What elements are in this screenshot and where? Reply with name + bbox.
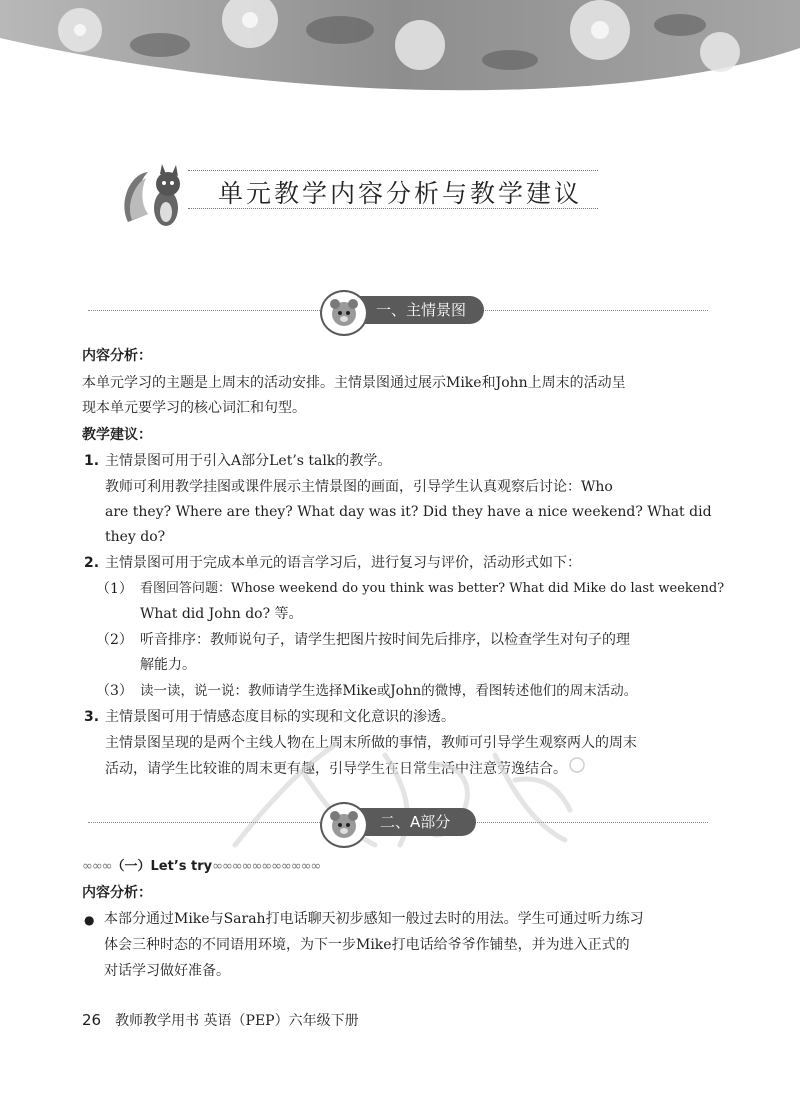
item-number: 3. bbox=[84, 709, 100, 725]
subitem-number: （2） bbox=[96, 632, 133, 648]
section-header-2 bbox=[88, 800, 708, 844]
floral-banner bbox=[0, 0, 800, 95]
subitem-number: （3） bbox=[96, 683, 133, 699]
list-item: 主情景图可用于情感态度目标的实现和文化意识的渗透。 bbox=[105, 709, 455, 725]
bear-badge-icon bbox=[320, 802, 368, 848]
item-number: 1. bbox=[84, 453, 100, 469]
bullet-item-line: 对话学习做好准备。 bbox=[104, 963, 230, 979]
section-pill-2 bbox=[324, 808, 476, 836]
subsection-label: （一）Let’s try bbox=[111, 859, 213, 874]
item-number: 2. bbox=[84, 555, 100, 571]
page-title: 单元教学内容分析与教学建议 bbox=[218, 179, 583, 208]
squirrel-mascot-icon bbox=[118, 162, 196, 232]
sub-list-item-line: 解能力。 bbox=[140, 657, 196, 673]
list-item: 主情景图可用于引入A部分Let’s talk的教学。 bbox=[105, 453, 392, 469]
paragraph-line: 现本单元要学习的核心词汇和句型。 bbox=[82, 400, 306, 416]
title-top-rule bbox=[188, 170, 598, 171]
analysis-heading-1: 内容分析： bbox=[82, 348, 152, 364]
list-item-line: 教师可利用教学挂图或课件展示主情景图的画面，引导学生认真观察后讨论：Who bbox=[105, 479, 613, 495]
list-item: 主情景图可用于完成本单元的语言学习后，进行复习与评价，活动形式如下： bbox=[105, 555, 581, 571]
subitem-number: （1） bbox=[96, 581, 133, 597]
book-title: 教师教学用书 英语（PEP）六年级下册 bbox=[115, 1013, 359, 1029]
paragraph-line: 本单元学习的主题是上周末的活动安排。主情景图通过展示Mike和John上周末的活动呈 bbox=[82, 375, 626, 391]
list-item-line: 主情景图呈现的是两个主线人物在上周末所做的事情，教师可引导学生观察两人的周末 bbox=[105, 735, 637, 751]
subsection-deco-left: ∞∞∞ bbox=[82, 859, 112, 874]
bullet-item: 本部分通过Mike与Sarah打电话聊天初步感知一般过去时的用法。学生可通过听力练习 bbox=[104, 911, 644, 927]
section-title-2: 二、A部分 bbox=[380, 813, 451, 831]
list-item-line: 活动，请学生比较谁的周末更有趣，引导学生在日常生活中注意劳逸结合。 bbox=[105, 761, 567, 777]
subsection-deco-right: ∞∞∞∞∞∞∞∞∞∞∞ bbox=[212, 859, 321, 874]
section-header-1 bbox=[88, 288, 708, 332]
sub-list-item: 读一读，说一说：教师请学生选择Mike或John的微博，看图转述他们的周末活动。 bbox=[140, 683, 638, 699]
bullet-item-line: 体会三种时态的不同语用环境，为下一步Mike打电话给爷爷作铺垫，并为进入正式的 bbox=[104, 937, 630, 953]
list-item-line: are they? Where are they? What day was it? Did they have a nice weekend? What did bbox=[105, 504, 712, 520]
analysis-heading-2: 内容分析： bbox=[82, 885, 152, 901]
subsection-title bbox=[82, 857, 320, 877]
section-title-1: 一、主情景图 bbox=[376, 301, 467, 319]
sub-list-item-line: What did John do? 等。 bbox=[140, 606, 303, 622]
page-number: 26 bbox=[82, 1011, 102, 1029]
page-footer bbox=[82, 1010, 359, 1030]
section-pill-1 bbox=[324, 296, 484, 324]
bear-badge-icon bbox=[320, 290, 368, 336]
page-title-block bbox=[118, 162, 598, 232]
sub-list-item: 看图回答问题：Whose weekend do you think was better? What did Mike do last weekend? bbox=[140, 581, 725, 596]
suggestion-heading-1: 教学建议： bbox=[82, 427, 152, 443]
list-item-line: they do? bbox=[105, 529, 166, 545]
bullet-icon: ● bbox=[84, 913, 95, 927]
sub-list-item: 听音排序：教师说句子，请学生把图片按时间先后排序，以检查学生对句子的理 bbox=[140, 632, 630, 648]
